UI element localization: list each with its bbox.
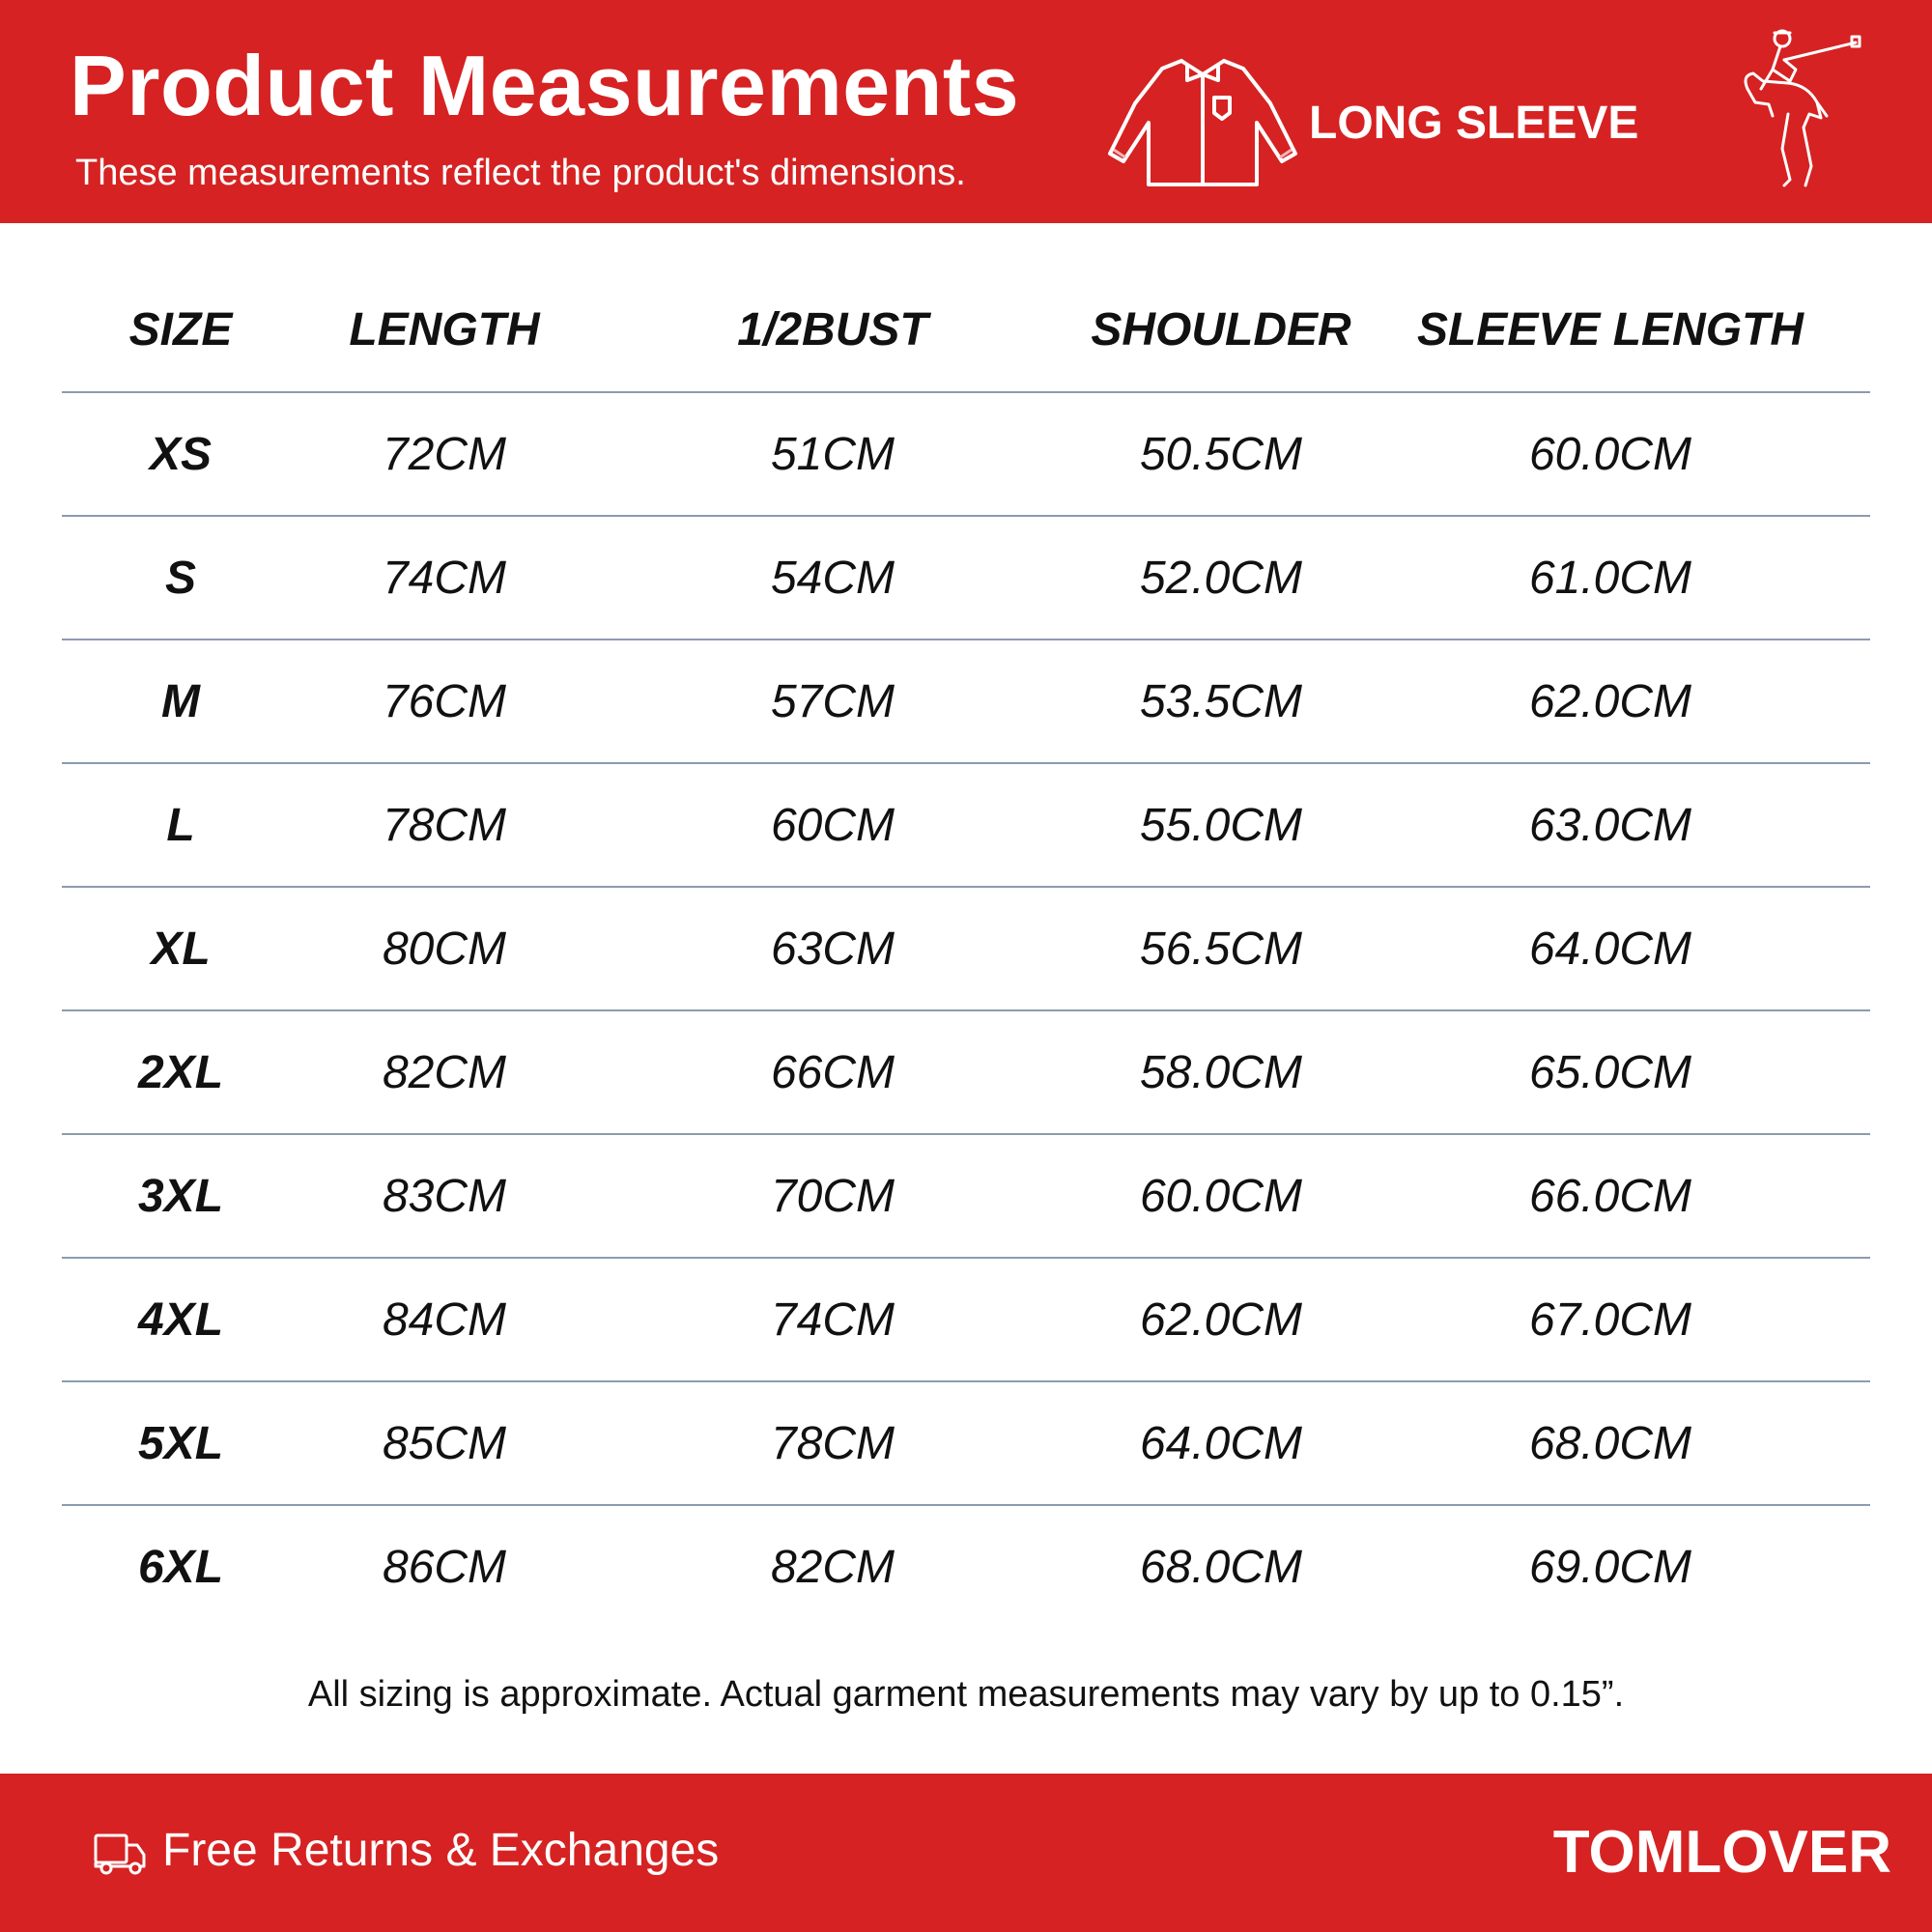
page-subtitle: These measurements reflect the product's dimensions. xyxy=(75,153,966,193)
half-bust-cell: 74CM xyxy=(770,1293,895,1346)
size-cell: 3XL xyxy=(137,1170,224,1222)
table-row xyxy=(62,764,1870,888)
header-banner xyxy=(0,0,1932,223)
table-row xyxy=(62,640,1870,764)
sizing-disclaimer: All sizing is approximate. Actual garment measurements may vary by up to 0.15”. xyxy=(307,1674,1625,1715)
shoulder-cell: 64.0CM xyxy=(1139,1417,1303,1469)
length-cell: 72CM xyxy=(382,428,507,480)
half-bust-cell: 78CM xyxy=(770,1417,895,1469)
sleeve-length-cell: 62.0CM xyxy=(1528,675,1692,727)
truck-icon xyxy=(93,1830,147,1876)
size-cell: 6XL xyxy=(137,1541,224,1593)
shoulder-cell: 53.5CM xyxy=(1139,675,1303,727)
table-row xyxy=(62,517,1870,640)
length-cell: 85CM xyxy=(382,1417,507,1469)
footer-banner xyxy=(0,1774,1932,1932)
size-cell: 5XL xyxy=(137,1417,224,1469)
brand-name: TOMLOVER xyxy=(1552,1819,1891,1886)
shoulder-cell: 55.0CM xyxy=(1139,799,1303,851)
sleeve-length-cell: 69.0CM xyxy=(1528,1541,1692,1593)
shirt-icon xyxy=(1106,53,1299,188)
length-cell: 86CM xyxy=(382,1541,507,1593)
sleeve-length-cell: 63.0CM xyxy=(1528,799,1692,851)
table-header-row xyxy=(62,269,1870,393)
sleeve-length-cell: 65.0CM xyxy=(1528,1046,1692,1098)
size-cell: L xyxy=(166,799,195,851)
half-bust-cell: 57CM xyxy=(770,675,895,727)
size-cell: S xyxy=(164,552,196,604)
table-row xyxy=(62,888,1870,1011)
half-bust-cell: 54CM xyxy=(770,552,895,604)
sleeve-length-cell: 68.0CM xyxy=(1528,1417,1692,1469)
half-bust-cell: 70CM xyxy=(770,1170,895,1222)
polo-player-logo xyxy=(1734,21,1869,195)
sleeve-length-cell: 60.0CM xyxy=(1528,428,1692,480)
sleeve-length-cell: 64.0CM xyxy=(1528,923,1692,975)
half-bust-cell: 60CM xyxy=(770,799,895,851)
column-header-length: LENGTH xyxy=(349,304,540,355)
half-bust-cell: 51CM xyxy=(770,428,895,480)
column-header-shoulder: SHOULDER xyxy=(1091,304,1351,355)
free-returns-label: Free Returns & Exchanges xyxy=(162,1825,720,1876)
size-cell: XL xyxy=(151,923,211,975)
table-row xyxy=(62,1135,1870,1259)
size-cell: XS xyxy=(149,428,213,480)
table-row xyxy=(62,1382,1870,1506)
length-cell: 78CM xyxy=(382,799,507,851)
sleeve-length-cell: 61.0CM xyxy=(1528,552,1692,604)
shoulder-cell: 68.0CM xyxy=(1139,1541,1303,1593)
page-title: Product Measurements xyxy=(70,38,1020,133)
shoulder-cell: 56.5CM xyxy=(1139,923,1303,975)
sleeve-length-cell: 66.0CM xyxy=(1528,1170,1692,1222)
length-cell: 80CM xyxy=(382,923,507,975)
half-bust-cell: 63CM xyxy=(770,923,895,975)
size-cell: 4XL xyxy=(137,1293,224,1346)
column-header-size: SIZE xyxy=(128,304,233,355)
table-row xyxy=(62,1506,1870,1628)
length-cell: 82CM xyxy=(382,1046,507,1098)
shoulder-cell: 52.0CM xyxy=(1139,552,1303,604)
size-chart-table xyxy=(62,269,1870,1628)
size-cell: 2XL xyxy=(137,1046,224,1098)
column-header-sleeve-length: SLEEVE LENGTH xyxy=(1416,304,1804,355)
length-cell: 83CM xyxy=(382,1170,507,1222)
column-header-half-bust: 1/2BUST xyxy=(737,304,928,355)
length-cell: 76CM xyxy=(382,675,507,727)
table-row xyxy=(62,1259,1870,1382)
sleeve-type-label: LONG SLEEVE xyxy=(1309,98,1639,149)
length-cell: 74CM xyxy=(382,552,507,604)
half-bust-cell: 66CM xyxy=(770,1046,895,1098)
length-cell: 84CM xyxy=(382,1293,507,1346)
shoulder-cell: 62.0CM xyxy=(1139,1293,1303,1346)
shoulder-cell: 50.5CM xyxy=(1139,428,1303,480)
shoulder-cell: 60.0CM xyxy=(1139,1170,1303,1222)
shoulder-cell: 58.0CM xyxy=(1139,1046,1303,1098)
size-cell: M xyxy=(161,675,200,727)
sleeve-length-cell: 67.0CM xyxy=(1528,1293,1692,1346)
table-row xyxy=(62,1011,1870,1135)
half-bust-cell: 82CM xyxy=(770,1541,895,1593)
table-row xyxy=(62,393,1870,517)
